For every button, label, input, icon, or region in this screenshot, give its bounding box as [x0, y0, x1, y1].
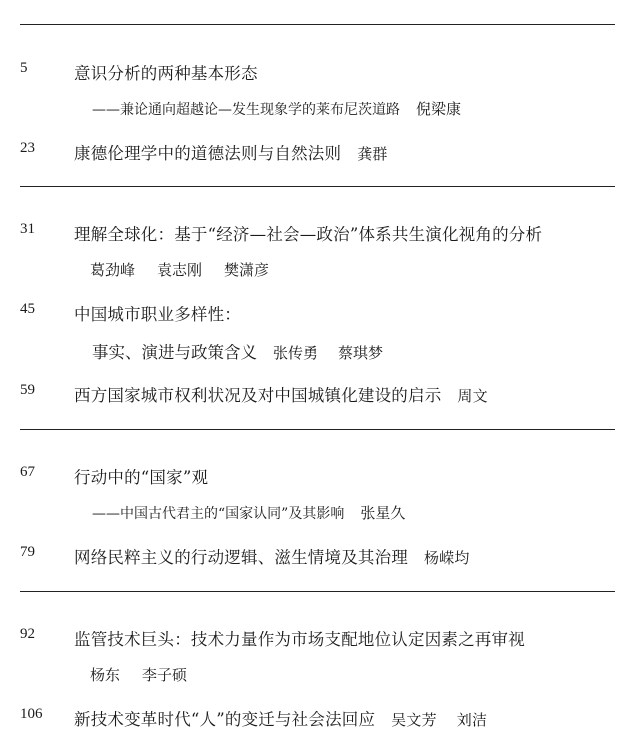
article-title-text: 西方国家城市权利状况及对中国城镇化建设的启示: [74, 386, 442, 405]
article-title-text: 康德伦理学中的道德法则与自然法则: [74, 144, 342, 163]
author-name: 周文: [457, 387, 488, 405]
author-name: 葛劲峰: [90, 261, 136, 279]
page-number: 67: [20, 464, 35, 480]
article-title-text: 网络民粹主义的行动逻辑、滋生情境及其治理: [74, 548, 408, 567]
page-number: 23: [20, 140, 35, 156]
page-number: 59: [20, 382, 35, 398]
author-name: 张传勇: [273, 344, 319, 362]
article-title-text: 新技术变革时代“人”的变迁与社会法回应: [74, 710, 376, 729]
article-subtitle: ——中国古代君主的“国家认同”及其影响: [92, 506, 345, 522]
section-divider: [20, 429, 615, 430]
author-name: 刘洁: [456, 711, 488, 729]
page-number: 31: [20, 221, 35, 237]
author-line: [90, 664, 187, 685]
author-name: 倪梁康: [416, 100, 462, 118]
article-subtitle-line: [92, 339, 383, 363]
article-title[interactable]: 中国城市职业多样性：: [74, 305, 241, 324]
article-subtitle: 事实、演进与政策含义: [92, 343, 257, 362]
author-name: 杨东: [90, 666, 121, 684]
author-name: 张星久: [360, 504, 406, 522]
article-subtitle: ——兼论通向超越论—发生现象学的莱布尼茨道路: [92, 102, 400, 118]
section-divider: [20, 186, 615, 187]
section-divider: [20, 24, 615, 25]
article-subtitle-line: [92, 98, 461, 119]
author-name: 杨嵘均: [424, 549, 470, 567]
article-title[interactable]: [74, 382, 488, 406]
author-name: 蔡琪梦: [338, 344, 384, 362]
article-title[interactable]: [74, 706, 487, 730]
page-number: 106: [20, 706, 43, 722]
author-name: 樊潇彦: [224, 261, 270, 279]
page-number: 45: [20, 301, 35, 317]
author-line: [90, 259, 269, 280]
article-title[interactable]: 监管技术巨头：技术力量作为市场支配地位认定因素之再审视: [74, 630, 525, 649]
article-title[interactable]: [74, 140, 388, 164]
page-number: 79: [20, 544, 35, 560]
article-subtitle-line: [92, 502, 405, 523]
author-name: 袁志刚: [157, 261, 203, 279]
article-title[interactable]: 行动中的“国家”观: [74, 468, 209, 487]
author-name: 吴文芳: [391, 711, 437, 729]
page-number: 92: [20, 626, 35, 642]
author-name: 龚群: [357, 145, 388, 163]
section-divider: [20, 591, 615, 592]
author-name: 李子硕: [142, 666, 188, 684]
page-number: 5: [20, 60, 28, 76]
article-title[interactable]: [74, 544, 470, 568]
article-title[interactable]: 意识分析的两种基本形态: [74, 64, 258, 83]
article-title[interactable]: 理解全球化：基于“经济—社会—政治”体系共生演化视角的分析: [74, 225, 543, 244]
